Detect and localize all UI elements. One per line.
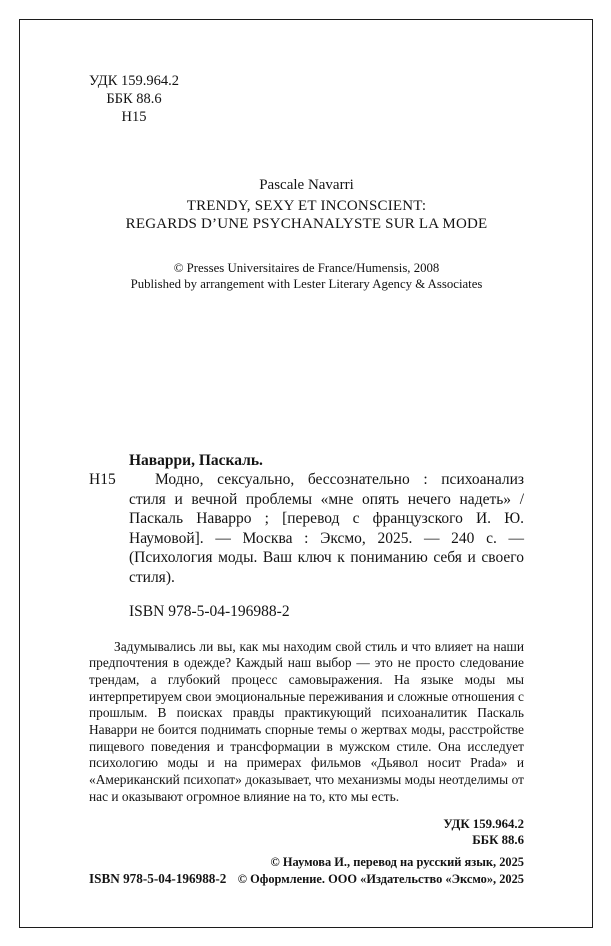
bottom-classification-codes [89,816,524,849]
design-copyright-line: © Оформление. ООО «Издательство «Эксмо», 2025 [237,871,524,886]
author-sign-code: Н15 [121,109,147,125]
udk-code: УДК 159.964.2 [89,73,179,89]
bbk-code-bottom: ББК 88.6 [472,833,524,848]
original-title-block [89,176,524,234]
margin-author-sign-code: Н15 [89,471,116,488]
udk-code-bottom: УДК 159.964.2 [443,816,524,831]
original-title-line-2: REGARDS D’UNE PSYCHANALYSTE SUR LA MODE [125,216,488,232]
bibliographic-text [129,451,524,622]
top-classification-codes [89,72,179,126]
bib-author-heading: Наварри, Паскаль. [129,451,263,469]
bib-description: Модно, сексуально, бессознательно : психоанализ стиля и вечной проблемы «мне опять нечего надеть» / Паскаль Наварро ; [перевод с французского И. Ю. Наумовой]. — Москва : Эксмо, 2025. — 240 с. — (Психология моды. Ваш ключ к пониманию себя и своего стиля). [129,471,524,586]
bbk-code: ББК 88.6 [106,91,162,107]
original-author: Pascale Navarri [259,177,354,193]
book-imprint-page [19,19,593,928]
bibliographic-record [89,451,524,622]
footer-copyrights [238,854,524,887]
bib-isbn: ISBN 978-5-04-196988-2 [129,603,290,620]
agency-arrangement-line: Published by arrangement with Lester Literary Agency & Associates [130,277,483,291]
annotation-paragraph: Задумывались ли вы, как мы находим свой стиль и что влияет на наши предпочтения в одежде? Каждый наш выбор — это не просто следование трендам, а глубокий процесс самовыражения. На языке моды мы интерпретируем свои эмоциональные переживания и сложные отношения с прошлым. В поисках правды практикующий психоаналитик Паскаль Наварри не боится поднимать спорные темы о жертвах моды, расстройстве пищевого поведения и трансформации в мужском стиле. Она исследует психологию моды и на примерах фильмов «Дьявол носит Prada» и «Американский психопат» доказывает, что механизмы моды неотделимы от нас и оказывают огромное влияние на то, кто мы есть. [89,638,524,804]
footer-isbn: ISBN 978-5-04-196988-2 [89,871,227,886]
imprint-footer [89,854,524,887]
translation-copyright-line: © Наумова И., перевод на русский язык, 2025 [270,855,524,869]
publisher-copyright-line: © Presses Universitaires de France/Humensis, 2008 [173,260,440,275]
original-copyright-block [89,260,524,293]
original-title-line-1: TRENDY, SEXY ET INCONSCIENT: [186,197,427,214]
